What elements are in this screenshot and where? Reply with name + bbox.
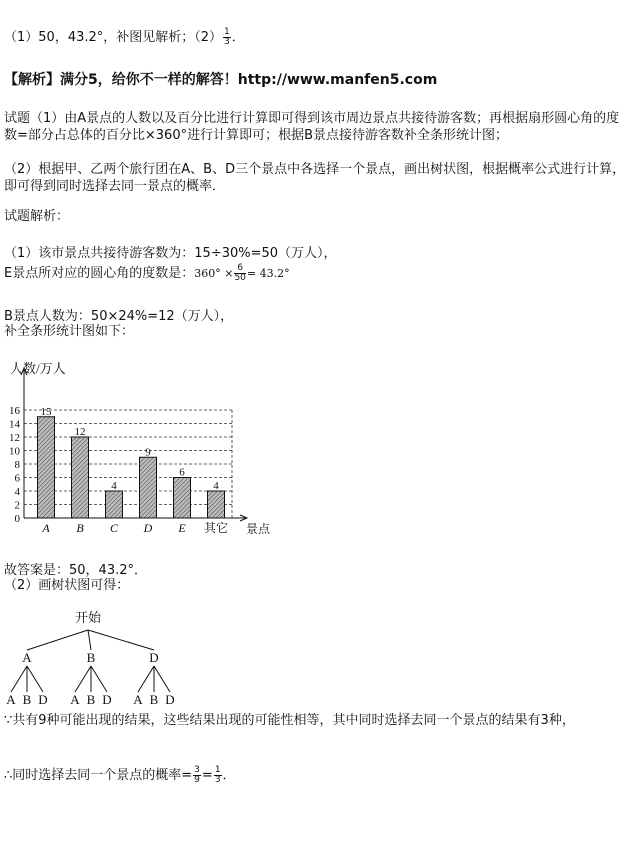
answer-line bbox=[4, 28, 245, 47]
bar bbox=[140, 457, 157, 518]
tree-branch-label: D bbox=[149, 650, 159, 665]
y-tick-label: 8 bbox=[14, 459, 20, 471]
data-label: 6 bbox=[179, 466, 185, 479]
tree-edge bbox=[154, 666, 170, 692]
y-tick-label: 16 bbox=[9, 405, 20, 417]
analysis-paragraph-1: 试题（1）由A景点的人数以及百分比进行计算即可得到该市周边景点共接待游客数；再根据扇形圆心角的度数=部分占总体的百分比×360°进行计算即可；根据B景点接待游客数补全条形统计图； bbox=[4, 111, 620, 143]
y-axis-label: 人数/万人 bbox=[10, 361, 66, 376]
x-tick-label: 其它 bbox=[203, 521, 229, 535]
step-1: （1）该市景点共接待游客数为：15÷30%=50（万人）， bbox=[4, 246, 337, 261]
fraction-numerator: 3 bbox=[194, 765, 200, 775]
tree-edge bbox=[138, 666, 154, 692]
tree-leaf-label: D bbox=[102, 692, 112, 707]
formula-pre: 360° × bbox=[194, 267, 234, 280]
y-tick-label: 14 bbox=[9, 418, 20, 431]
step-2-text: E景点所对应的圆心角的度数是： bbox=[4, 266, 195, 281]
tree-edge bbox=[75, 666, 91, 692]
step-3: B景点人数为：50×24%=12（万人）， bbox=[4, 309, 234, 324]
step-4: 补全条形统计图如下： bbox=[4, 324, 135, 339]
bar bbox=[174, 478, 191, 519]
x-tick-label: C bbox=[109, 521, 119, 535]
tree-edge bbox=[11, 666, 27, 692]
fraction-numerator: 1 bbox=[224, 27, 230, 37]
tree-diagram bbox=[0, 610, 220, 710]
formula-post: = 43.2° bbox=[246, 267, 290, 280]
data-label: 12 bbox=[74, 426, 86, 438]
answer-text: （1）50，43.2°，补图见解析；（2） bbox=[4, 30, 223, 45]
step-2-fraction bbox=[234, 264, 245, 283]
data-label: 4 bbox=[213, 480, 219, 492]
final-fraction-2 bbox=[214, 766, 222, 785]
tree-branch-label: A bbox=[22, 650, 32, 665]
x-axis-label: 景点 bbox=[246, 522, 271, 536]
final-line bbox=[4, 766, 236, 785]
y-tick-label: 10 bbox=[9, 445, 20, 458]
data-label: 4 bbox=[111, 480, 117, 492]
step-2 bbox=[4, 264, 290, 283]
y-tick-label: 12 bbox=[9, 432, 20, 444]
tree-leaf-label: D bbox=[38, 692, 48, 707]
tree-leaf-label: B bbox=[149, 692, 159, 707]
x-tick-label: B bbox=[76, 521, 84, 535]
tree-leaf-label: A bbox=[6, 692, 16, 707]
bar bbox=[72, 437, 89, 518]
analysis-header: 【解析】满分5，给你不一样的解答！http://www.manfen5.com bbox=[4, 72, 438, 88]
final-end: ． bbox=[222, 768, 236, 783]
x-tick-label: D bbox=[143, 521, 153, 535]
fraction-numerator: 6 bbox=[234, 264, 245, 274]
final-fraction-1 bbox=[193, 766, 201, 785]
answer-end: ． bbox=[231, 30, 245, 45]
fraction-denominator: 3 bbox=[214, 775, 221, 785]
final-text: ∴同时选择去同一个景点的概率= bbox=[4, 768, 193, 783]
tree-leaf-label: B bbox=[22, 692, 32, 707]
bar bbox=[106, 491, 123, 518]
y-tick-label: 4 bbox=[14, 486, 20, 498]
data-label: 15 bbox=[40, 405, 52, 418]
data-label: 9 bbox=[145, 446, 151, 459]
y-tick-label: 0 bbox=[14, 513, 20, 525]
tree-leaf-label: A bbox=[70, 692, 80, 707]
tree-leaf-label: D bbox=[165, 692, 175, 707]
bar bbox=[38, 417, 55, 518]
tree-edge bbox=[88, 630, 154, 650]
step-5: （2）画树状图可得： bbox=[4, 578, 130, 593]
conclusion: ∵共有9种可能出现的结果，这些结果出现的可能性相等，其中同时选择去同一个景点的结果有3种， bbox=[4, 713, 575, 728]
equals-sign: = bbox=[201, 768, 213, 783]
fraction-denominator: 9 bbox=[194, 775, 200, 785]
bar-chart bbox=[0, 356, 300, 541]
x-tick-label: A bbox=[42, 521, 50, 535]
tree-edge bbox=[91, 666, 107, 692]
bar bbox=[208, 491, 225, 518]
tree-edge bbox=[88, 630, 91, 650]
answer-fraction bbox=[223, 28, 231, 47]
y-tick-label: 2 bbox=[14, 499, 20, 512]
x-tick-label: E bbox=[178, 521, 186, 535]
y-tick-label: 6 bbox=[14, 472, 20, 485]
tree-edge bbox=[27, 666, 43, 692]
tree-edge bbox=[27, 630, 88, 650]
answer-line-2: 故答案是：50，43.2°． bbox=[4, 563, 147, 578]
fraction-numerator: 1 bbox=[214, 765, 221, 775]
tree-branch-label: B bbox=[86, 650, 96, 665]
analysis-paragraph-2: （2）根据甲、乙两个旅行团在A、B、D三个景点中各选择一个景点，画出树状图，根据概率公式进行计算，即可得到同时选择去同一景点的概率． bbox=[4, 162, 626, 194]
tree-root: 开始 bbox=[74, 610, 102, 625]
fraction-denominator: 3 bbox=[224, 37, 230, 47]
fraction-denominator: 50 bbox=[234, 273, 246, 283]
tree-leaf-label: A bbox=[133, 692, 143, 707]
tree-leaf-label: B bbox=[86, 692, 96, 707]
solution-label: 试题解析： bbox=[4, 209, 70, 224]
